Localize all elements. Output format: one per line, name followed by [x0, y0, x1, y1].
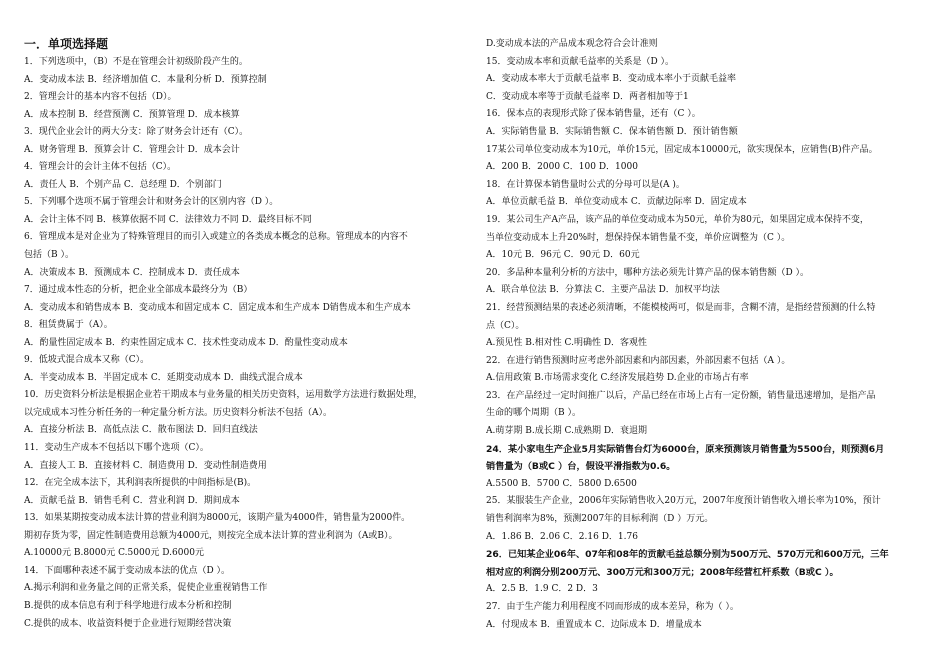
- text-line: 相对应的利润分别200万元、300万元和300万元；2008年经营杠杆系数（B或C ）。: [486, 566, 839, 578]
- text-line: 期初存货为零，固定性制造费用总额为4000元，则按完全成本法计算的营业利润为（A或B）。: [24, 530, 398, 541]
- text-line: 24．某小家电生产企业5月实际销售台灯为6000台，原来预测该月销售量为5500台，则预测6月: [486, 443, 885, 455]
- text-line: A．酌量性固定成本 B．约束性固定成本 C．技术性变动成本 D．酌量性变动成本: [24, 337, 348, 348]
- text-line: 4．管理会计的会计主体不包括（C）。: [24, 162, 177, 173]
- text-line: A．联合单位法 B．分算法 C．主要产品法 D．加权平均法: [486, 285, 720, 296]
- text-line: 21．经营预测结果的表述必须清晰，不能模棱两可，似是而非，含糊不清，是指经营预测的什么特: [486, 302, 876, 313]
- text-line: 13．如果某期按变动成本法计算的营业利润为8000元，该期产量为4000件，销售量为2000件。: [24, 513, 411, 524]
- right-question-list: [486, 36, 926, 634]
- text-line: A．单位贡献毛益 B．单位变动成本 C．贡献边际率 D．固定成本: [486, 197, 747, 208]
- text-line: 包括（B ）。: [24, 250, 74, 261]
- text-line: A．直接人工 B．直接材料 C．制造费用 D．变动性制造费用: [24, 460, 267, 471]
- text-line: 3．现代企业会计的两大分支：除了财务会计还有（C）。: [24, 127, 249, 138]
- text-line: 14．下面哪种表述不属于变动成本法的优点（D ）。: [24, 565, 231, 576]
- text-line: A．1.86 B．2.06 C．2.16 D．1.76: [486, 531, 638, 542]
- text-line: 7．通过成本性态的分析，把企业全部成本最终分为（B）: [24, 285, 253, 296]
- text-line: 23．在产品经过一定时间推广以后，产品已经在市场上占有一定份额，销售量迅速增加，是指产品: [486, 390, 876, 401]
- text-line: A．决策成本 B．预测成本 C．控制成本 D．责任成本: [24, 267, 240, 278]
- text-line: A．变动成本法 B．经济增加值 C．本量利分析 D．预算控制: [24, 74, 267, 85]
- text-line: A.5500 B．5700 C．5800 D.6500: [486, 478, 637, 489]
- left-column: [24, 36, 464, 633]
- text-line: 22．在进行销售预测时应考虑外部因素和内部因素，外部因素不包括（A ）。: [486, 355, 791, 366]
- text-line: 点（C）。: [486, 320, 525, 331]
- text-line: A.萌芽期 B.成长期 C.成熟期 D．衰退期: [486, 426, 648, 437]
- text-line: 10．历史资料分析法是根据企业若干期成本与业务量的相关历史资料，运用数学方法进行数据处理，: [24, 390, 423, 401]
- text-line: A．变动成本和销售成本 B．变动成本和固定成本 C．固定成本和生产成本 D销售成本和生产成本: [24, 302, 411, 313]
- text-line: 以完成成本习性分析任务的一种定量分析方法。历史资料分析法不包括（A）。: [24, 407, 333, 418]
- text-line: 16．保本点的表现形式除了保本销售量，还有（C ）。: [486, 109, 701, 120]
- text-line: A．200 B．2000 C．100 D．1000: [486, 162, 638, 173]
- text-line: 1．下列选项中，（B）不是在管理会计初级阶段产生的。: [24, 57, 248, 67]
- text-line: 17某公司单位变动成本为10元，单价15元，固定成本10000元，欲实现保本，应销售(B)件产品。: [486, 144, 878, 155]
- text-line: A．10元 B．96元 C．90元 D．60元: [486, 250, 640, 261]
- text-line: A．2.5 B．1.9 C．2 D．3: [486, 584, 598, 595]
- text-line: A．会计主体不同 B．核算依据不同 C．法律效力不同 D．最终目标不同: [24, 214, 312, 225]
- left-question-list: [24, 54, 464, 633]
- text-line: 25．某服装生产企业，2006年实际销售收入20万元，2007年度预计销售收入增长率为10%，预计: [486, 496, 881, 507]
- text-line: 2．管理会计的基本内容不包括（D）。: [24, 92, 177, 103]
- text-line: C．变动成本率等于贡献毛益率 D．两者相加等于1: [486, 91, 689, 102]
- text-line: A．实际销售量 B．实际销售额 C．保本销售额 D．预计销售额: [486, 126, 738, 137]
- text-line: A．责任人 B．个别产品 C．总经理 D．个别部门: [24, 179, 222, 190]
- text-line: 6．管理成本是对企业为了特殊管理目的而引入或建立的各类成本概念的总称。管理成本的内容不: [24, 232, 408, 243]
- text-line: A．半变动成本 B．半固定成本 C．延期变动成本 D．曲线式混合成本: [24, 372, 303, 383]
- text-line: 19．某公司生产A产品，该产品的单位变动成本为50元，单价为80元，如果固定成本保持不变，: [486, 214, 869, 225]
- text-line: A．变动成本率大于贡献毛益率 B．变动成本率小于贡献毛益率: [486, 74, 736, 85]
- text-line: 销售利润率为8%，预测2007年的目标利润（D ）万元。: [486, 514, 714, 525]
- text-line: 销售量为（B或C ）台，假设平滑指数为0.6。: [486, 461, 676, 473]
- text-line: 8．租赁费属于（A）。: [24, 320, 113, 331]
- text-line: A.10000元 B.8000元 C.5000元 D.6000元: [24, 548, 204, 559]
- text-line: 26．已知某企业06年、07年和08年的贡献毛益总额分别为500万元、570万元和600万元，三年: [486, 549, 889, 561]
- text-line: 20．多品种本量利分析的方法中，哪种方法必须先计算产品的保本销售额（D ）。: [486, 267, 810, 278]
- text-line: A．直接分析法 B．高低点法 C．散布图法 D．回归直线法: [24, 425, 258, 436]
- text-line: 5．下列哪个选项不属于管理会计和财务会计的区别内容（D ）。: [24, 197, 279, 208]
- text-line: A．贡献毛益 B．销售毛利 C．营业利润 D．期间成本: [24, 495, 240, 506]
- text-line: A．成本控制 B．经营预测 C．预算管理 D．成本核算: [24, 109, 240, 120]
- text-line: C.提供的成本、收益资料便于企业进行短期经营决策: [24, 618, 232, 629]
- text-line: 12．在完全成本法下，其利润表所提供的中间指标是(B)。: [24, 478, 257, 489]
- text-line: A．付现成本 B．重置成本 C．边际成本 D．增量成本: [486, 619, 702, 630]
- text-line: A.信用政策 B.市场需求变化 C.经济发展趋势 D.企业的市场占有率: [486, 373, 749, 384]
- text-line: 11．变动生产成本不包括以下哪个选项（C）。: [24, 443, 209, 454]
- text-line: A.预见性 B.相对性 C.明确性 D．客观性: [486, 338, 648, 349]
- text-line: 18．在计算保本销售量时公式的分母可以是(A )。: [486, 179, 685, 190]
- text-line: 27．由于生产能力利用程度不同而形成的成本差异，称为（ ）。: [486, 602, 739, 612]
- text-line: D.变动成本法的产品成本观念符合会计准则: [486, 39, 658, 49]
- text-line: A.揭示利润和业务量之间的正常关系，促使企业重视销售工作: [24, 583, 268, 594]
- text-line: B.提供的成本信息有利于科学地进行成本分析和控制: [24, 600, 232, 611]
- text-line: 生命的哪个周期（B ）。: [486, 408, 581, 419]
- text-line: 15．变动成本率和贡献毛益率的关系是（D ）。: [486, 56, 675, 67]
- text-line: A．财务管理 B．预算会计 C．管理会计 D．成本会计: [24, 144, 240, 155]
- right-column: [486, 36, 926, 634]
- text-line: 9．低坡式混合成本又称（C）。: [24, 355, 150, 366]
- text-line: 当单位变动成本上升20%时，想保持保本销售量不变，单价应调整为（C ）。: [486, 232, 791, 243]
- section-title: 一．单项选择题: [24, 37, 109, 51]
